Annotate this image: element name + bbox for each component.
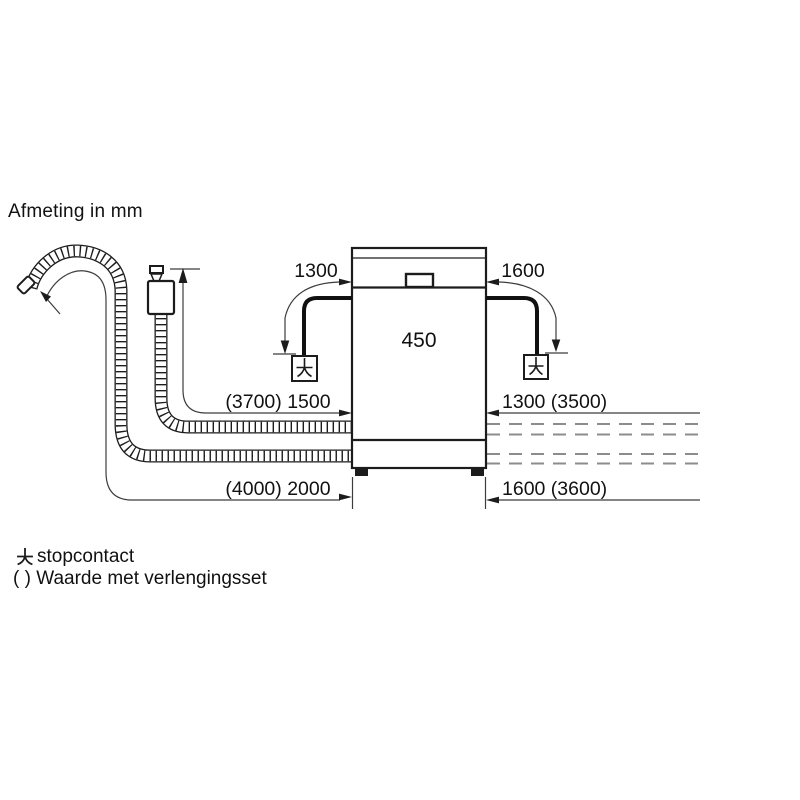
aquastop-body — [148, 281, 174, 314]
dim-supply-hose-label: (3700) 1500 — [225, 391, 331, 413]
socket-outlet-left — [292, 356, 317, 381]
door-handle — [406, 274, 433, 287]
cable-right-arrow-icon — [486, 279, 499, 286]
right-bottom-arrow-icon — [486, 497, 499, 504]
dim-cable-left-label: 1300 — [294, 260, 338, 282]
dim-width-label: 450 — [401, 329, 437, 352]
legend-socket-row — [13, 546, 267, 568]
tap-connector-nut — [150, 266, 163, 273]
drain-arrow-right-icon — [339, 494, 352, 501]
dishwasher-appliance — [352, 248, 486, 509]
page-title: Afmeting in mm — [8, 201, 143, 222]
legend-extension-note: ( ) Waarde met verlengingsset — [13, 568, 267, 589]
cable-right-dim-curve — [499, 282, 556, 341]
power-cable-left — [304, 298, 352, 356]
dim-drain-hose-label: (4000) 2000 — [225, 478, 331, 500]
cable-left-down-arrow-icon — [281, 341, 290, 355]
supply-arrow-up-icon — [179, 268, 188, 283]
legend-socket-label: stopcontact — [37, 546, 135, 567]
supply-arrow-right-icon — [339, 410, 352, 417]
dim-right-bottom-label: 1600 (3600) — [502, 478, 608, 500]
power-cable-right — [486, 298, 537, 355]
socket-outlet-icon — [13, 547, 37, 566]
drain-dim-leader — [47, 299, 60, 314]
cable-left-dim-curve — [285, 282, 339, 342]
drain-dim-line — [46, 271, 340, 500]
dim-cable-right-label: 1600 — [501, 260, 545, 282]
socket-outlet-right — [524, 355, 548, 379]
cable-right-down-arrow-icon — [552, 340, 561, 353]
foot-right — [471, 468, 484, 476]
dim-right-top-label: 1300 (3500) — [502, 391, 608, 413]
cable-left-arrow-icon — [339, 279, 352, 286]
legend-extension-row — [13, 568, 267, 590]
aquastop-valve-icon — [148, 266, 174, 314]
legend — [13, 546, 267, 590]
right-top-arrow-icon — [486, 410, 499, 417]
foot-left — [355, 468, 368, 476]
dashed-hose-route-lines — [487, 424, 698, 464]
